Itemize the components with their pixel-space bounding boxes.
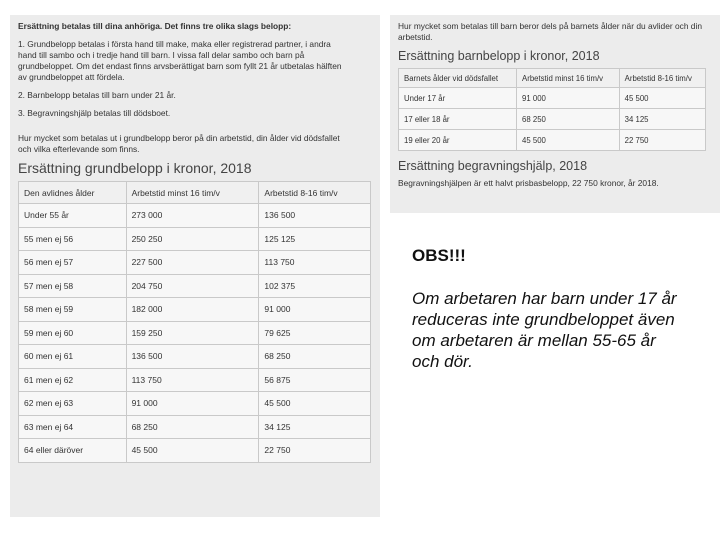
- table-cell: 64 eller däröver: [19, 439, 127, 463]
- item1-line: grundbeloppet. Om det endast finns arvsberättigat barn som fyllt 21 år utbetalas hälften: [18, 61, 342, 71]
- table-cell: 34 125: [619, 109, 705, 130]
- table-row: [19, 415, 371, 439]
- item1-line: hand till sambo och i tredje hand till barn. I vissa fall delar sambo och barn på: [18, 50, 305, 60]
- obs-line: Om arbetaren har barn under 17 år: [412, 289, 677, 308]
- table-cell: 22 750: [259, 439, 371, 463]
- table-row: [399, 109, 706, 130]
- table-row: [19, 251, 371, 275]
- item1-line: 1. Grundbelopp betalas i första hand till make, maka eller registrerad partner, i andra: [18, 39, 331, 49]
- table-row: [19, 439, 371, 463]
- barn-intro-line: Hur mycket som betalas till barn beror dels på barnets ålder när du avlider och din: [398, 21, 702, 31]
- table-cell: 58 men ej 59: [19, 298, 127, 322]
- table-cell: 45 500: [259, 392, 371, 416]
- table-cell: 60 men ej 61: [19, 345, 127, 369]
- grundbelopp-panel: [10, 15, 380, 517]
- obs-note: [412, 245, 712, 372]
- table-cell: 34 125: [259, 415, 371, 439]
- barnbelopp-table: [398, 68, 706, 151]
- table-cell: 45 500: [619, 88, 705, 109]
- obs-line: och dör.: [412, 352, 473, 371]
- amount-line: och vilka efterlevande som finns.: [18, 144, 140, 154]
- table-cell: 227 500: [126, 251, 259, 275]
- begravningshjalp-title: Ersättning begravningshjälp, 2018: [398, 159, 588, 173]
- begravningshjalp-text: Begravningshjälpen är ett halvt prisbasbelopp, 22 750 kronor, år 2018.: [398, 178, 659, 188]
- table-cell: 61 men ej 62: [19, 368, 127, 392]
- table-row: [19, 321, 371, 345]
- grundbelopp-table-title: Ersättning grundbelopp i kronor, 2018: [18, 160, 252, 176]
- table-cell: 113 750: [126, 368, 259, 392]
- table-cell: 182 000: [126, 298, 259, 322]
- table-cell: 22 750: [619, 130, 705, 151]
- item3-text: 3. Begravningshjälp betalas till dödsboet.: [18, 108, 171, 118]
- table-cell: Under 55 år: [19, 204, 127, 228]
- obs-body: [412, 288, 712, 372]
- barn-intro-line: arbetstid.: [398, 32, 433, 42]
- table-cell: 113 750: [259, 251, 371, 275]
- table-cell: 68 250: [259, 345, 371, 369]
- table-cell: 63 men ej 64: [19, 415, 127, 439]
- table-cell: 136 500: [126, 345, 259, 369]
- table-row: [19, 345, 371, 369]
- table-header-row: [399, 69, 706, 88]
- table-row: [19, 298, 371, 322]
- table-cell: 62 men ej 63: [19, 392, 127, 416]
- table-cell: 136 500: [259, 204, 371, 228]
- column-header: Arbetstid 8-16 tim/v: [619, 69, 705, 88]
- column-header: Arbetstid minst 16 tim/v: [517, 69, 620, 88]
- barnbelopp-table-title: Ersättning barnbelopp i kronor, 2018: [398, 49, 600, 63]
- table-row: [399, 130, 706, 151]
- obs-line: om arbetaren är mellan 55-65 år: [412, 331, 656, 350]
- table-cell: Under 17 år: [399, 88, 517, 109]
- table-cell: 19 eller 20 år: [399, 130, 517, 151]
- table-cell: 204 750: [126, 274, 259, 298]
- table-cell: 56 men ej 57: [19, 251, 127, 275]
- table-header-row: [19, 182, 371, 204]
- table-row: [19, 204, 371, 228]
- amount-line: Hur mycket som betalas ut i grundbelopp beror på din arbetstid, din ålder vid dödsfallet: [18, 133, 340, 143]
- table-row: [19, 227, 371, 251]
- table-cell: 91 000: [259, 298, 371, 322]
- grundbelopp-table: [18, 181, 371, 463]
- table-row: [399, 88, 706, 109]
- table-cell: 68 250: [517, 109, 620, 130]
- table-cell: 57 men ej 58: [19, 274, 127, 298]
- table-cell: 125 125: [259, 227, 371, 251]
- table-cell: 91 000: [126, 392, 259, 416]
- table-row: [19, 274, 371, 298]
- table-row: [19, 392, 371, 416]
- column-header: Barnets ålder vid dödsfallet: [399, 69, 517, 88]
- item1-line: av grundbeloppet att fördela.: [18, 72, 125, 82]
- table-cell: 159 250: [126, 321, 259, 345]
- table-cell: 17 eller 18 år: [399, 109, 517, 130]
- table-cell: 102 375: [259, 274, 371, 298]
- table-cell: 55 men ej 56: [19, 227, 127, 251]
- table-cell: 273 000: [126, 204, 259, 228]
- item2-text: 2. Barnbelopp betalas till barn under 21 år.: [18, 90, 176, 100]
- table-cell: 56 875: [259, 368, 371, 392]
- column-header: Arbetstid minst 16 tim/v: [126, 182, 259, 204]
- barnbelopp-panel: [390, 15, 720, 213]
- table-cell: 45 500: [517, 130, 620, 151]
- table-cell: 59 men ej 60: [19, 321, 127, 345]
- column-header: Den avlidnes ålder: [19, 182, 127, 204]
- table-cell: 91 000: [517, 88, 620, 109]
- obs-line: reduceras inte grundbeloppet även: [412, 310, 675, 329]
- table-row: [19, 368, 371, 392]
- table-cell: 250 250: [126, 227, 259, 251]
- obs-heading: OBS!!!: [412, 246, 466, 265]
- table-cell: 79 625: [259, 321, 371, 345]
- table-cell: 45 500: [126, 439, 259, 463]
- table-cell: 68 250: [126, 415, 259, 439]
- intro-title: Ersättning betalas till dina anhöriga. Det finns tre olika slags belopp:: [18, 21, 292, 31]
- column-header: Arbetstid 8-16 tim/v: [259, 182, 371, 204]
